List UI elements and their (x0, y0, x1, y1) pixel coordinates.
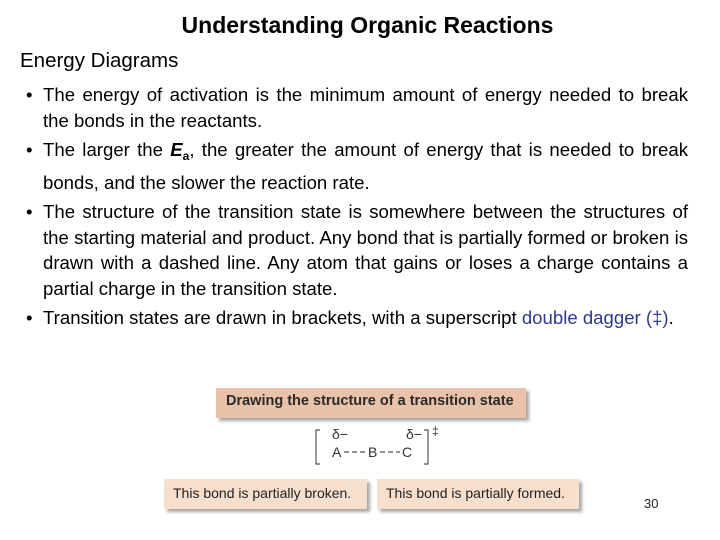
figure-header-text: Drawing the structure of a transition state (226, 393, 514, 409)
partially-broken-text: This bond is partially broken. (173, 485, 352, 501)
atom-b: B (368, 444, 378, 460)
bullet-item (22, 199, 688, 301)
figure-header (216, 388, 526, 418)
bullet-list (22, 82, 688, 335)
atom-a: A (332, 444, 342, 460)
partially-formed-text: This bond is partially formed. (386, 485, 565, 501)
bullet-dot: • (26, 84, 33, 105)
activation-energy-symbol: E (170, 139, 183, 160)
partially-broken-label (164, 479, 367, 509)
bullet-dot: • (26, 139, 33, 160)
section-heading: Energy Diagrams (20, 49, 179, 72)
bullet-text: Transition states are drawn in brackets, with a superscript (43, 307, 522, 328)
transition-state-structure (300, 418, 460, 473)
partially-formed-label (377, 479, 579, 509)
atom-c: C (402, 444, 413, 460)
activation-energy-subscript: a (182, 149, 190, 163)
bullet-text: The larger the (43, 139, 171, 160)
double-dagger-icon: ‡ (432, 424, 439, 438)
bullet-dot: • (26, 307, 33, 328)
partial-charge-c: δ− (406, 426, 422, 442)
bullet-item (22, 137, 688, 195)
page-number: 30 (644, 496, 659, 511)
partial-charge-a: δ− (332, 426, 348, 442)
slide-title: Understanding Organic Reactions (181, 12, 554, 38)
double-dagger-link[interactable]: double dagger (‡) (521, 307, 669, 328)
bullet-item (22, 82, 688, 133)
bullet-text: . (668, 307, 674, 328)
bullet-text: The structure of the transition state is somewhere between the structures of the starting material and product. Any bond that is partially formed or broken is drawn with a dashed line. Any atom that gains or loses a charge contains a partial charge in the transition state. (43, 201, 688, 299)
bullet-text: , the greater the amount of energy that is needed to break bonds, and the slower the reaction rate. (43, 139, 688, 193)
bullet-text: The energy of activation is the minimum amount of energy needed to break the bonds in the reactants. (43, 84, 688, 131)
bullet-dot: • (26, 201, 33, 222)
bullet-item (22, 305, 688, 331)
